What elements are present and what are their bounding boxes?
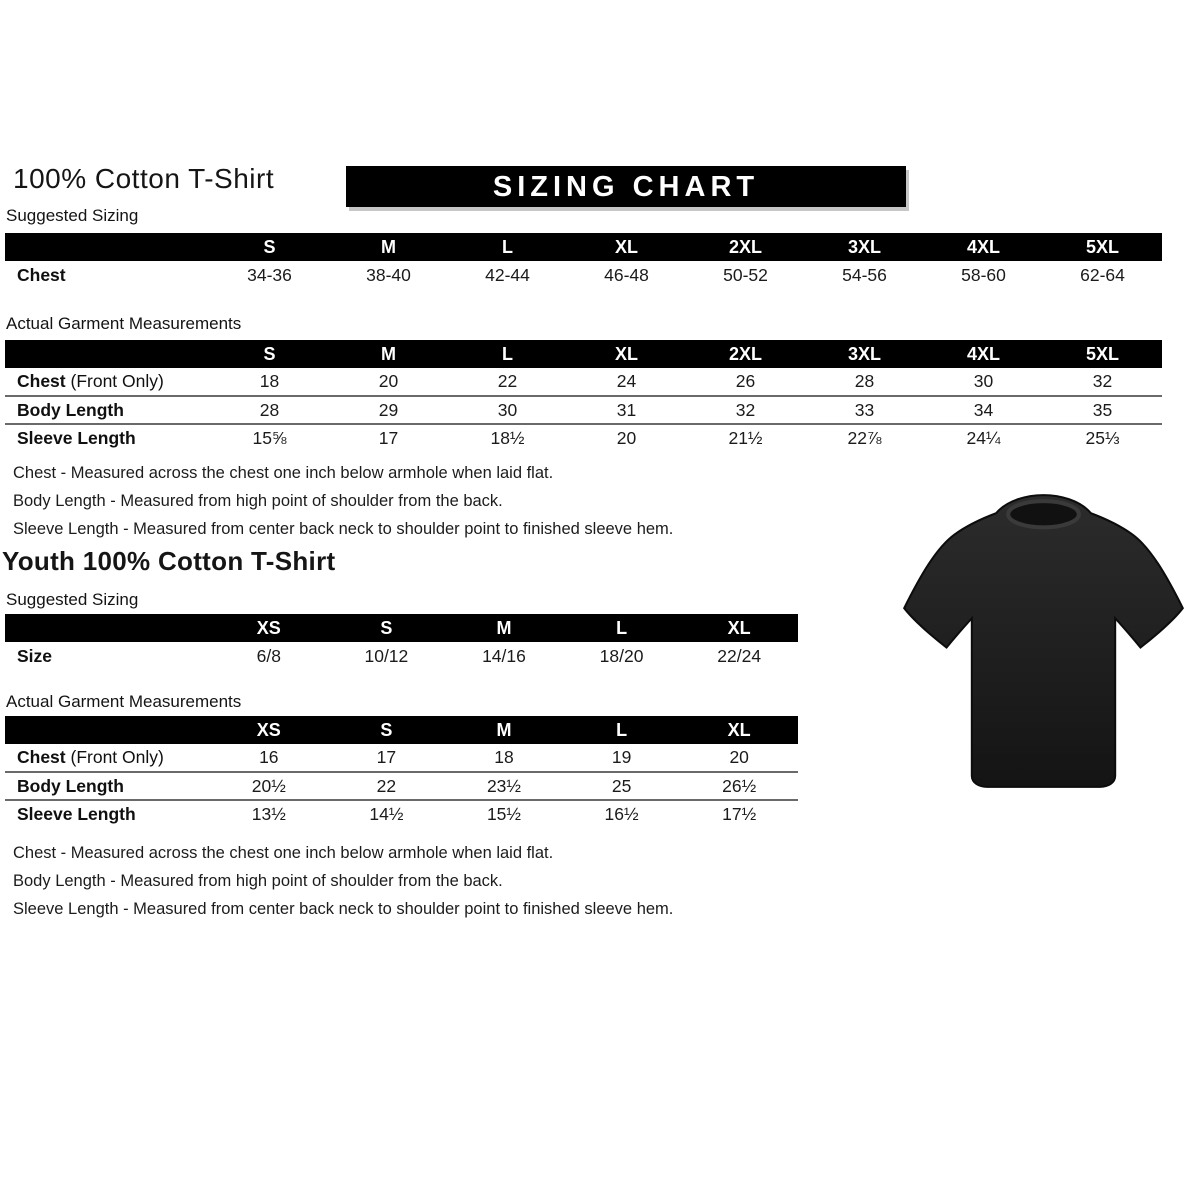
youth-measurement-notes: [13, 839, 673, 923]
row-label-suffix: (Front Only): [65, 747, 164, 767]
size-value-cell: 17: [378, 428, 399, 448]
size-value-cell: 33: [805, 396, 924, 424]
size-value-cell: 46-48: [604, 264, 649, 285]
size-value-cell: 23½: [445, 772, 563, 800]
size-value-cell: 20: [329, 368, 448, 396]
size-value-cell: 18½: [490, 428, 525, 448]
size-value-cell: 22/24: [717, 645, 762, 666]
size-column-header: L: [563, 716, 681, 744]
size-value-cell: 32: [686, 396, 805, 424]
size-column-header: M: [445, 716, 563, 744]
measurement-note: Sleeve Length - Measured from center back neck to shoulder point to finished sleeve hem.: [13, 900, 674, 918]
size-column-header: M: [445, 614, 563, 642]
sizing-chart-banner: SIZING CHART: [346, 166, 906, 207]
size-column-header: S: [210, 340, 329, 368]
size-value-cell: 24¼: [966, 428, 1001, 448]
size-value-cell: 25⅓: [1085, 428, 1120, 448]
size-column-header: 4XL: [924, 340, 1043, 368]
measurement-note: Chest - Measured across the chest one inch below armhole when laid flat.: [13, 464, 554, 482]
size-column-header: M: [329, 340, 448, 368]
row-label: Chest (Front Only): [5, 744, 210, 772]
size-value-cell: 54-56: [842, 264, 887, 285]
row-label: Body Length: [5, 396, 210, 424]
size-column-header: XL: [680, 614, 798, 642]
size-value-cell: 34-36: [247, 264, 292, 285]
size-value-cell: 22: [328, 772, 446, 800]
size-column-header: 2XL: [686, 233, 805, 261]
size-value-cell: 22⅞: [847, 428, 882, 448]
row-label-suffix: (Front Only): [65, 371, 164, 391]
size-value-cell: 28: [805, 368, 924, 396]
youth-suggested-sizing-table: [5, 614, 798, 670]
size-value-cell: 6/8: [256, 645, 281, 666]
size-value-cell: 26: [686, 368, 805, 396]
size-column-header: M: [329, 233, 448, 261]
size-value-cell: 22: [448, 368, 567, 396]
size-value-cell: 50-52: [723, 264, 768, 285]
youth-section-title: Youth 100% Cotton T-Shirt: [2, 546, 336, 576]
size-column-header: XS: [210, 614, 328, 642]
size-value-cell: 10/12: [364, 645, 409, 666]
size-value-cell: 32: [1043, 368, 1162, 396]
size-column-header: XL: [567, 340, 686, 368]
size-column-header: L: [448, 340, 567, 368]
size-value-cell: 14½: [369, 804, 404, 824]
tshirt-image: [892, 487, 1195, 802]
size-value-cell: 26½: [680, 772, 798, 800]
size-header-spacer: [5, 716, 210, 744]
size-value-cell: 30: [924, 368, 1043, 396]
measurement-note: Sleeve Length - Measured from center back neck to shoulder point to finished sleeve hem.: [13, 520, 674, 538]
row-label: Sleeve Length: [17, 804, 136, 824]
size-column-header: XS: [210, 716, 328, 744]
row-label: Size: [17, 645, 53, 666]
adult-suggested-sizing-label: Suggested Sizing: [6, 206, 139, 225]
size-value-cell: 21½: [728, 428, 763, 448]
table-row: [5, 642, 798, 670]
tshirt-icon: [892, 487, 1195, 802]
size-value-cell: 42-44: [485, 264, 530, 285]
size-column-header: 2XL: [686, 340, 805, 368]
row-label: Chest: [17, 264, 66, 285]
size-column-header: 4XL: [924, 233, 1043, 261]
table-row: [5, 800, 798, 828]
row-label: Chest (Front Only): [5, 368, 210, 396]
size-value-cell: 17½: [722, 804, 757, 824]
table-row: [5, 261, 1162, 289]
size-value-cell: 38-40: [366, 264, 411, 285]
size-value-cell: 25: [563, 772, 681, 800]
size-value-cell: 30: [448, 396, 567, 424]
size-value-cell: 16: [210, 744, 328, 772]
page-title: 100% Cotton T-Shirt: [13, 163, 275, 194]
size-header-spacer: [5, 340, 210, 368]
size-column-header: 3XL: [805, 340, 924, 368]
youth-actual-measurements-label: Actual Garment Measurements: [6, 692, 242, 711]
size-value-cell: 31: [567, 396, 686, 424]
adult-suggested-sizing-table: [5, 233, 1162, 289]
size-value-cell: 29: [329, 396, 448, 424]
measurement-note: Chest - Measured across the chest one inch below armhole when laid flat.: [13, 844, 554, 862]
size-value-cell: 15⅝: [252, 428, 287, 448]
size-value-cell: 20: [680, 744, 798, 772]
size-value-cell: 16½: [604, 804, 639, 824]
youth-suggested-sizing-label: Suggested Sizing: [6, 590, 139, 609]
size-column-header: S: [328, 716, 446, 744]
size-value-cell: 18: [210, 368, 329, 396]
size-header-spacer: [5, 614, 210, 642]
size-value-cell: 20: [616, 428, 637, 448]
adult-measurement-notes: [13, 459, 673, 543]
size-column-header: XL: [567, 233, 686, 261]
size-column-header: L: [448, 233, 567, 261]
row-label: Sleeve Length: [17, 428, 136, 448]
adult-actual-measurements-label: Actual Garment Measurements: [6, 314, 242, 333]
size-value-cell: 34: [924, 396, 1043, 424]
youth-garment-measurements-table: [5, 716, 798, 828]
size-value-cell: 24: [567, 368, 686, 396]
size-column-header: 3XL: [805, 233, 924, 261]
measurement-note: Body Length - Measured from high point of shoulder from the back.: [13, 872, 503, 890]
row-label: Body Length: [5, 772, 210, 800]
size-column-header: 5XL: [1043, 340, 1162, 368]
size-column-header: XL: [680, 716, 798, 744]
size-value-cell: 18/20: [599, 645, 644, 666]
size-value-cell: 19: [563, 744, 681, 772]
size-column-header: S: [328, 614, 446, 642]
size-header-spacer: [5, 233, 210, 261]
size-value-cell: 13½: [251, 804, 286, 824]
size-value-cell: 28: [210, 396, 329, 424]
table-row: [5, 744, 798, 772]
tshirt-collar: [1008, 501, 1079, 527]
size-value-cell: 14/16: [482, 645, 526, 666]
size-value-cell: 20½: [210, 772, 328, 800]
size-value-cell: 35: [1043, 396, 1162, 424]
measurement-note: Body Length - Measured from high point of shoulder from the back.: [13, 492, 503, 510]
size-column-header: L: [563, 614, 681, 642]
table-row: [5, 772, 798, 800]
tshirt-body: [904, 495, 1183, 787]
size-column-header: S: [210, 233, 329, 261]
size-value-cell: 15½: [486, 804, 522, 824]
table-row: [5, 424, 1162, 452]
size-value-cell: 18: [445, 744, 563, 772]
adult-garment-measurements-table: [5, 340, 1162, 452]
size-value-cell: 58-60: [961, 264, 1006, 285]
size-value-cell: 17: [328, 744, 446, 772]
size-column-header: 5XL: [1043, 233, 1162, 261]
table-row: [5, 368, 1162, 396]
size-value-cell: 62-64: [1080, 264, 1125, 285]
table-row: [5, 396, 1162, 424]
